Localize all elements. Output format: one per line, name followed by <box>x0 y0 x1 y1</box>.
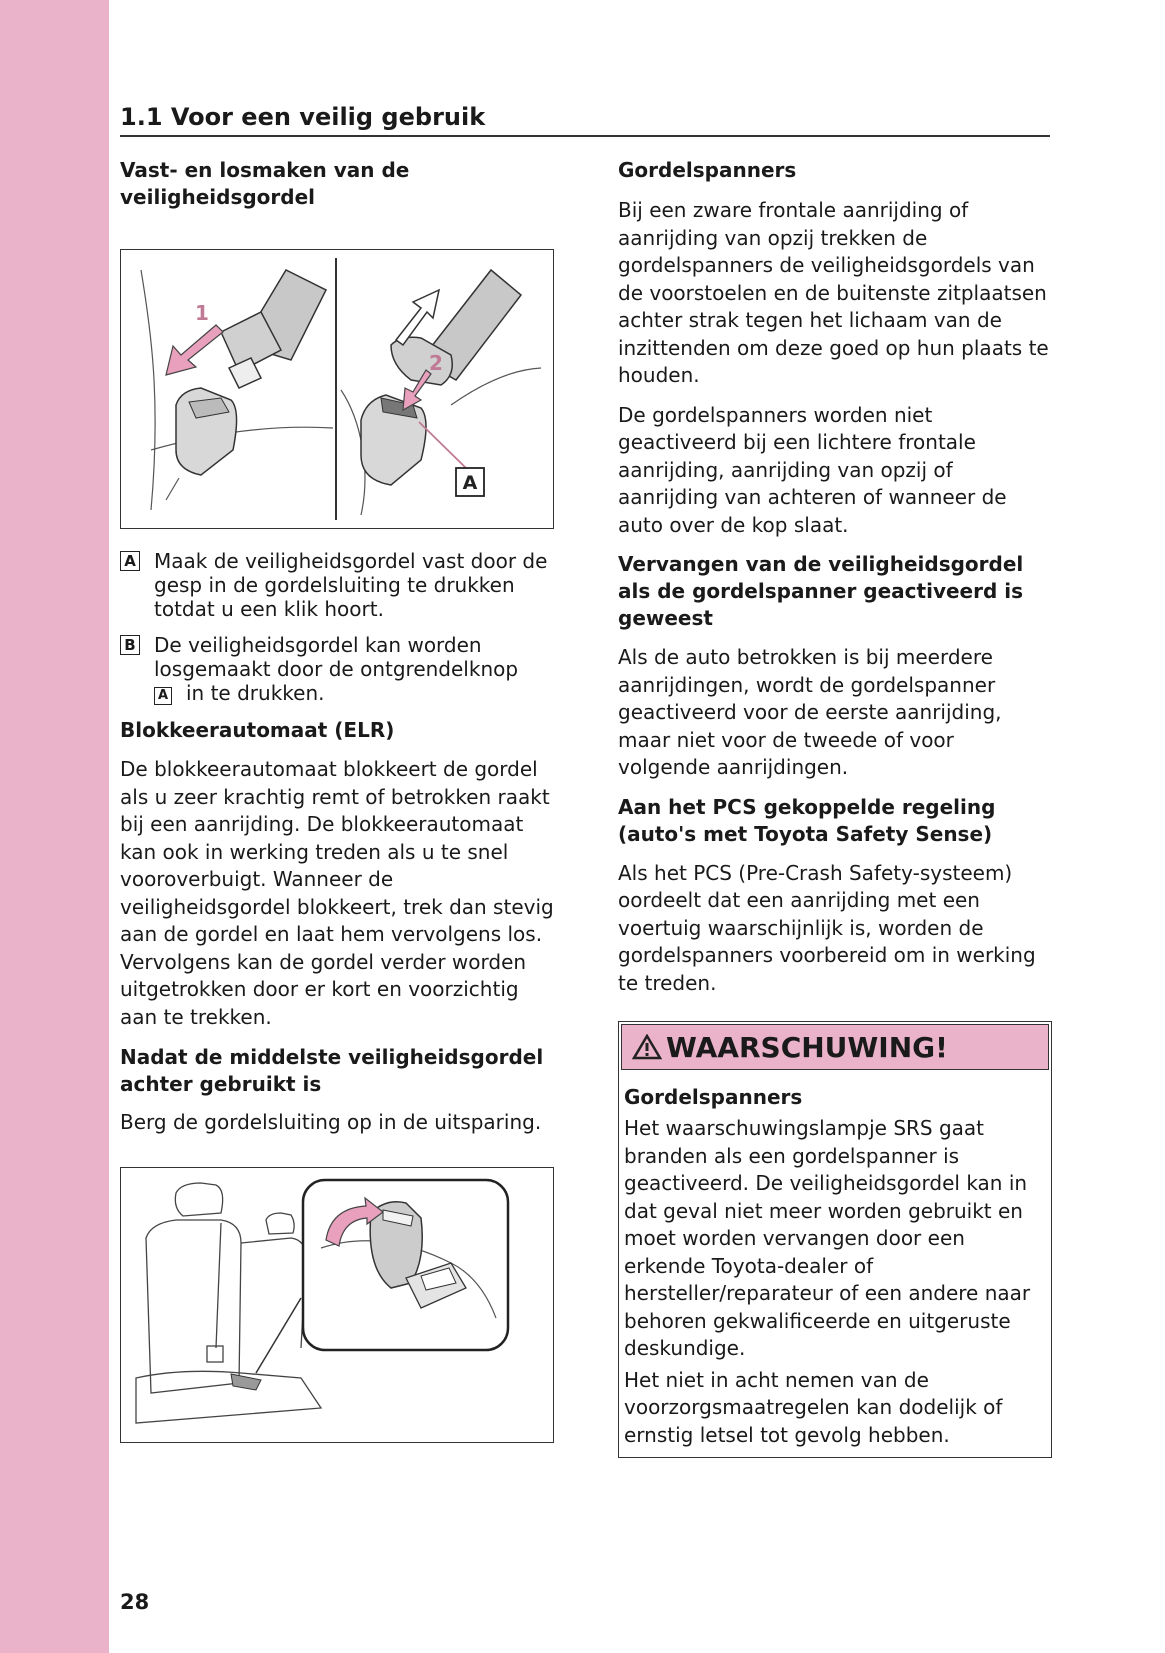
page-number: 28 <box>120 1590 150 1614</box>
list-item <box>120 633 555 705</box>
warning-body <box>619 1072 1051 1457</box>
item-text-cont: in te drukken. <box>186 681 325 705</box>
para-pretensioners-2: De gordelspanners worden niet geactiveerd bij een lichtere frontale aanrijding, aanrijding van opzij of aanrijding van achteren of wanneer de auto over de kop slaat. <box>618 402 1007 537</box>
badge-a: A <box>120 551 140 571</box>
rear-seat-illustration <box>121 1168 552 1441</box>
item-text: Maak de veiligheidsgordel vast door de gesp in de gordelsluiting te drukken totdat u een klik hoort. <box>154 549 548 621</box>
buckle-illustration <box>121 250 552 527</box>
item-text: De veiligheidsgordel kan worden losgemaakt door de ontgrendelknop <box>154 633 519 681</box>
warning-subheading: Gordelspanners <box>624 1085 803 1109</box>
warning-para-1: Het waarschuwingslampje SRS gaat branden als een gordelspanner is geactiveerd. De veiligheidsgordel kan in dat geval niet meer worden gebruikt en moet worden vervangen door een erkende Toyota-dealer of hersteller/reparateur of een andere naar behoren gekwalificeerde en uitgeruste deskundige. <box>624 1116 1031 1360</box>
warning-box <box>618 1021 1052 1458</box>
right-column <box>618 157 1052 1458</box>
para-pcs: Als het PCS (Pre-Crash Safety-systeem) oordeelt dat een aanrijding met een voertuig waarschijnlijk is, worden de gordelspanners voorbereid om in werking te treden. <box>618 860 1036 995</box>
list-item <box>120 549 555 621</box>
para-pretensioners-1: Bij een zware frontale aanrijding of aanrijding van opzij trekken de gordelspanners de veiligheidsgordels van de voorstoelen en de buitenste zitplaatsen achter strak tegen het lichaam van de inzittenden om deze goed op hun plaats te houden. <box>618 198 1049 387</box>
fig1-label-2: 2 <box>429 351 443 375</box>
heading-elr: Blokkeerautomaat (ELR) <box>120 718 395 742</box>
warning-triangle-icon <box>632 1034 662 1060</box>
para-middle-belt: Berg de gordelsluiting op in de uitsparing. <box>120 1110 542 1134</box>
heading-middle-belt: Nadat de middelste veiligheidsgordel achter gebruikt is <box>120 1045 544 1096</box>
para-replace-belt: Als de auto betrokken is bij meerdere aanrijdingen, wordt de gordelspanner geactiveerd voor de eerste aanrijding, maar niet voor de tweede of voor volgende aanrijdingen. <box>618 645 1002 779</box>
badge-b: B <box>120 635 140 655</box>
left-column <box>120 157 555 1443</box>
heading-pretensioners: Gordelspanners <box>618 158 797 182</box>
inline-badge-a: A <box>154 687 172 705</box>
warning-title: WAARSCHUWING! <box>666 1030 948 1064</box>
heading-replace-belt: Vervangen van de veiligheidsgordel als de gordelspanner geactiveerd is geweest <box>618 552 1024 630</box>
warning-para-2: Het niet in acht nemen van de voorzorgsmaatregelen kan dodelijk of ernstig letsel tot gevolg hebben. <box>624 1367 1003 1447</box>
fig1-label-1: 1 <box>195 301 209 325</box>
section-title: 1.1 Voor een veilig gebruik <box>120 103 486 131</box>
figure-buckle <box>120 249 554 529</box>
fig1-label-a: A <box>462 472 478 494</box>
heading-pcs: Aan het PCS gekoppelde regeling (auto's met Toyota Safety Sense) <box>618 794 996 846</box>
para-elr: De blokkeerautomaat blokkeert de gordel als u zeer krachtig remt of betrokken raakt bij een aanrijding. De blokkeerautomaat kan ook in werking treden als u te snel vooroverbuigt. Wanneer de veiligheidsgordel blokkeert, trek dan stevig aan de gordel en laat hem vervolgens los. Vervolgens kan de gordel verder worden uitgetrokken door er kort en voorzichtig aan te trekken. <box>120 757 554 1029</box>
section-header <box>120 103 1050 137</box>
side-color-band <box>0 0 109 1653</box>
warning-header <box>621 1024 1049 1070</box>
figure-rear-seat <box>120 1167 554 1443</box>
heading-fasten-release: Vast- en losmaken van de veiligheidsgordel <box>120 158 410 209</box>
